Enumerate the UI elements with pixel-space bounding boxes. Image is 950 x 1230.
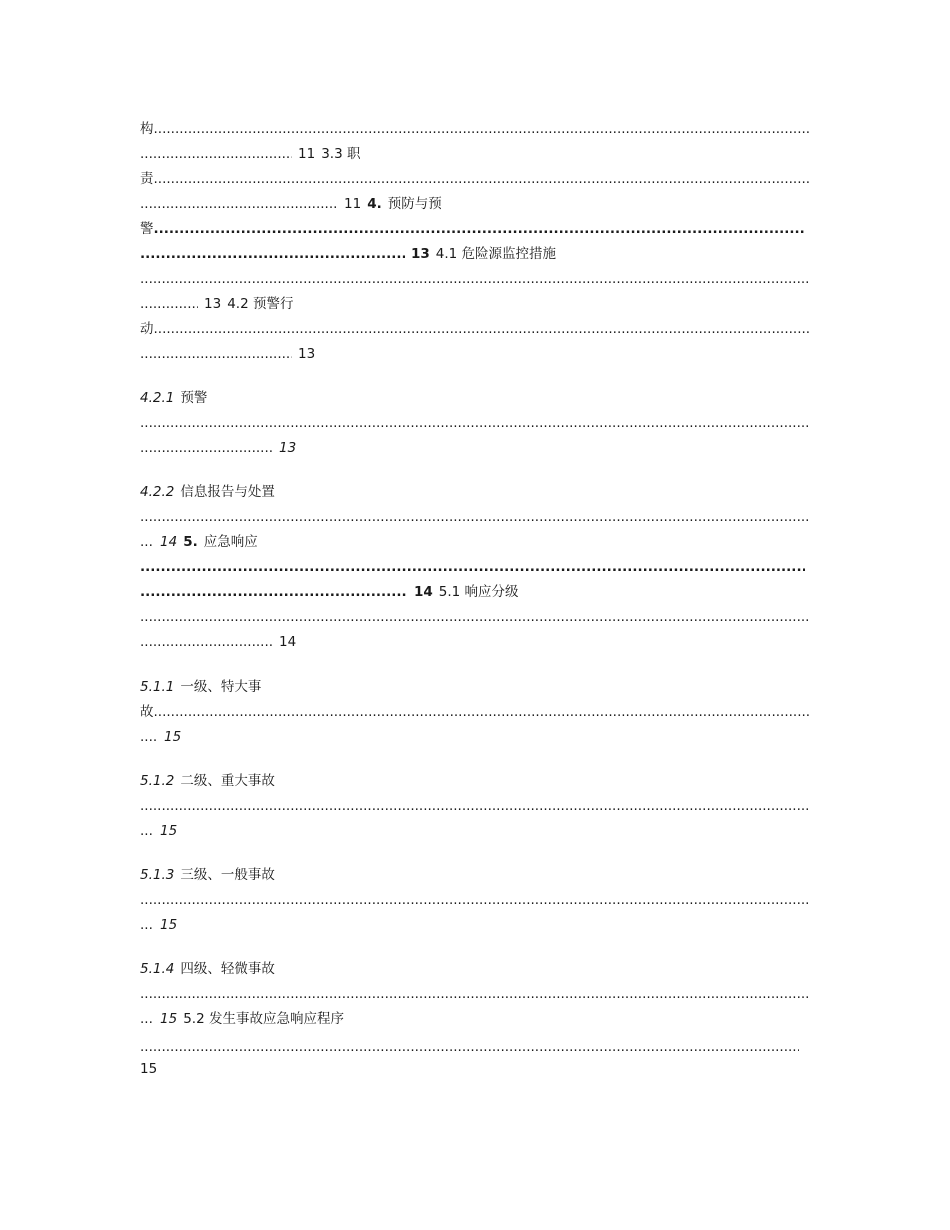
toc-entry: 5.2 发生事故应急响应程序 (183, 1011, 344, 1027)
toc-leader-dots (140, 557, 805, 577)
toc-text: 警 (140, 221, 154, 237)
toc-page-number: 14 (160, 534, 178, 550)
toc-line (140, 144, 360, 164)
toc-leader-dots (140, 821, 154, 841)
toc-leader-dots (140, 727, 158, 747)
toc-page-number: 15 (164, 729, 182, 745)
toc-line (140, 557, 809, 577)
toc-page-number: 13 (279, 440, 297, 456)
toc-page-number: 11 (298, 146, 316, 162)
toc-section-number: 4.2.1 (140, 390, 175, 406)
toc-section-number: 5.1.4 (140, 961, 175, 977)
toc-text: 构 (140, 121, 154, 137)
toc-leader-dots (140, 632, 273, 652)
toc-leader-dots (154, 169, 809, 189)
toc-line (140, 532, 258, 552)
toc-line (140, 702, 809, 722)
toc-leader-dots (140, 344, 292, 364)
toc-line (140, 388, 207, 408)
toc-leader-dots (140, 890, 809, 910)
toc-entry: 四级、轻微事故 (180, 961, 275, 977)
toc-line (140, 607, 809, 627)
toc-line (140, 771, 275, 791)
toc-entry: 应急响应 (203, 534, 258, 550)
toc-line (140, 413, 809, 433)
toc-entry: 一级、特大事 (180, 679, 262, 695)
toc-line (140, 269, 809, 289)
toc-leader-dots (140, 507, 809, 527)
toc-text: 责 (140, 171, 154, 187)
toc-entry: 预警 (180, 390, 208, 406)
toc-leader-dots (140, 144, 292, 164)
toc-leader-dots (140, 915, 154, 935)
toc-leader-dots (140, 294, 198, 314)
toc-line (140, 438, 296, 458)
toc-leader-dots (140, 194, 338, 214)
toc-leader-dots (140, 1037, 799, 1057)
toc-leader-dots (140, 244, 405, 264)
toc-line (140, 984, 809, 1004)
toc-line (140, 344, 315, 364)
toc-page-number: 13 (411, 246, 430, 262)
toc-leader-dots (154, 219, 804, 239)
toc-line (140, 319, 809, 339)
toc-line (140, 821, 177, 841)
toc-page-number: 15 (140, 1061, 158, 1077)
toc-line (140, 796, 809, 816)
toc-leader-dots (140, 532, 154, 552)
toc-line (140, 219, 809, 239)
toc-leader-dots (140, 796, 809, 816)
toc-line (140, 1037, 799, 1057)
toc-line (140, 1059, 157, 1079)
toc-line (140, 169, 809, 189)
toc-page-number: 11 (344, 196, 362, 212)
toc-entry: 5.1 响应分级 (438, 584, 519, 600)
toc-page-number: 15 (160, 1011, 178, 1027)
toc-text: 动 (140, 321, 154, 337)
toc-page-number: 13 (204, 296, 222, 312)
toc-leader-dots (140, 984, 809, 1004)
toc-leader-dots (140, 607, 809, 627)
toc-leader-dots (140, 269, 809, 289)
toc-section-number: 5.1.3 (140, 867, 175, 883)
toc-page-number: 15 (160, 917, 178, 933)
toc-line (140, 482, 275, 502)
toc-text: 故 (140, 704, 154, 720)
toc-line (140, 194, 442, 214)
toc-section-number: 4.2.2 (140, 484, 175, 500)
toc-line (140, 632, 296, 652)
toc-page-number: 13 (298, 346, 316, 362)
toc-line (140, 294, 293, 314)
toc-line (140, 890, 809, 910)
toc-section-number: 5. (183, 534, 198, 550)
toc-section-number: 5.1.2 (140, 773, 175, 789)
toc-page-number: 14 (279, 634, 297, 650)
toc-line (140, 727, 181, 747)
toc-leader-dots (140, 438, 273, 458)
toc-section-number: 4. (367, 196, 382, 212)
toc-leader-dots (140, 582, 408, 602)
toc-entry: 4.2 预警行 (227, 296, 294, 312)
toc-leader-dots (140, 1009, 154, 1029)
toc-section-number: 5.1.1 (140, 679, 175, 695)
toc-line (140, 507, 809, 527)
toc-line (140, 119, 809, 139)
toc-entry: 三级、一般事故 (180, 867, 275, 883)
toc-entry: 二级、重大事故 (180, 773, 275, 789)
toc-entry: 信息报告与处置 (180, 484, 275, 500)
toc-leader-dots (154, 319, 809, 339)
toc-entry: 4.1 危险源监控措施 (435, 246, 557, 262)
toc-leader-dots (154, 702, 809, 722)
toc-line (140, 244, 556, 264)
toc-line (140, 677, 261, 697)
toc-entry: 3.3 职 (321, 146, 361, 162)
toc-leader-dots (154, 119, 809, 139)
toc-page-number: 15 (160, 823, 178, 839)
toc-page-number: 14 (414, 584, 433, 600)
toc-line (140, 915, 177, 935)
toc-line (140, 582, 519, 602)
toc-leader-dots (140, 413, 809, 433)
toc-line (140, 865, 275, 885)
toc-line (140, 959, 275, 979)
toc-line (140, 1009, 344, 1029)
toc-entry: 预防与预 (387, 196, 442, 212)
